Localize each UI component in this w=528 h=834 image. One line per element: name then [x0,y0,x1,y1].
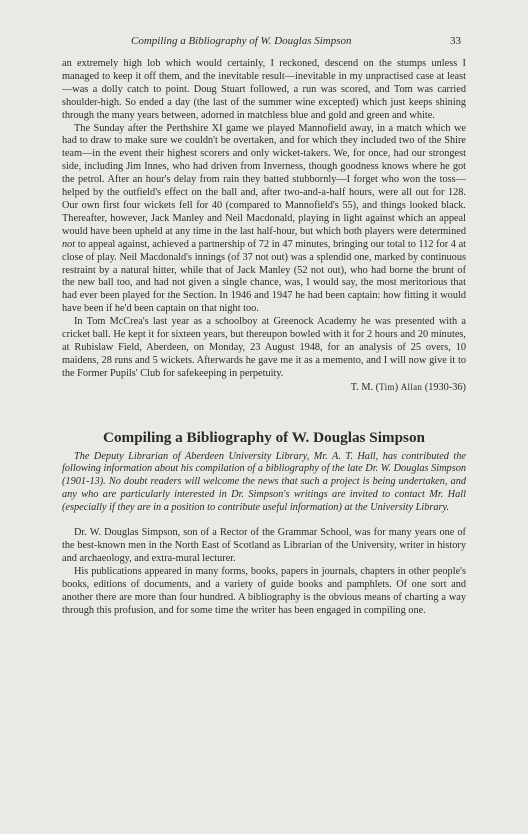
author-signature: T. M. (Tim) Allan (1930-36) [350,381,466,393]
emphasis-not: not [62,238,76,250]
paragraph-text: The Sunday after the Perthshire XI game we played Mannofield away, in a match which we had to draw to make sure we couldn't be overtaken, and for which they included two of the Shire team—in the event their highest scorers and only wicket-takers. We, for once, had our strongest side, including Jim Innes, who had driven from Inverness, though goodness knows where he got the petrol. After an hour's delay from rain they batted stubbornly—I forget who won the toss—helped by the outfield's effect on the ball and, after two-and-a-half hours, were all out for 128. Our own first four wickets fell for 40 (compared to Mannofield's 55), and things looked black. Thereafter, however, Jack Manley and Neil Macdonald, playing in light against which an appeal would have been upheld at any time in the last half-hour, but which both players were determined [62,122,466,237]
paragraph-mannofield-match [62,123,466,317]
running-head [0,35,528,51]
article-intro: The Deputy Librarian of Aberdeen University Library, Mr. A. T. Hall, has contributed the following information about his compilation of a bibliography of the late Dr. W. Douglas Simpson (1901-13). No doubt readers will welcome the news that such a project is being undertaken, and any who are particularly interested in Dr. Simpson's writings are invited to contact Mr. Hall (especially if they are in a position to contribute useful information) at the University Library. [62,450,466,514]
paragraph-continued: an extremely high lob which would certainly, I reckoned, descend on the stumps unless I managed to keep it off them, and the inevitable result—inevitable in my unpractised case at least—was a dolly catch to point. Doug Stuart followed, a run was scored, and Tom was carried shoulder-high. So ended a day (the last of the summer wine excepted) which just keeps shining through the many years between, adorned in matchless blue and gold and green and white. [62,58,466,121]
paragraph-text: to appeal against, achieved a partnership of 72 in 47 minutes, bringing our total to 112 for 4 at close of play. Neil Macdonald's innings (of 37 not out) was a splendid one, marked by continuous restraint by a natural hitter, while that of Jack Manley (52 not out), who had borne the brunt of the new ball too, and had not given a single chance, was, I would say, the most meritorious that had ever been played for the Section. In 1946 and 1947 he had been captain: how fitting it would have been if he'd been captain on that night too. [62,238,466,315]
article-paragraph: Dr. W. Douglas Simpson, son of a Rector of the Grammar School, was for many years one of the best-known men in the North East of Scotland as Librarian of the University, writer in history and archaeology, and extra-mural lecturer. [62,527,466,564]
article-title: Compiling a Bibliography of W. Douglas Simpson [103,428,425,446]
page-number: 33 [450,35,461,47]
article-paragraph: His publications appeared in many forms, books, papers in journals, chapters in other people's books, editions of documents, and a variety of guide books and pamphlets. Of one sort and another there are more than four hundred. A bibliography is the obvious means of charting a way through this profusion, and for some time the writer has been engaged in compiling one. [62,565,466,616]
running-head-title: Compiling a Bibliography of W. Douglas Simpson [131,35,352,47]
paragraph-cricket-ball: In Tom McCrea's last year as a schoolboy at Greenock Academy he was presented with a cricket ball. He kept it for sixteen years, but thereupon bowled with it for 2 hours and 20 minutes, at Rubislaw Field, Aberdeen, on Monday, 23 August 1948, for an analysis of 25 overs, 10 maidens, 28 runs and 5 wickets. Afterwards he gave me it as a memento, and I will now give it to the Former Pupils' Club for safekeeping in perpetuity. [62,316,466,379]
text-block [62,58,466,617]
